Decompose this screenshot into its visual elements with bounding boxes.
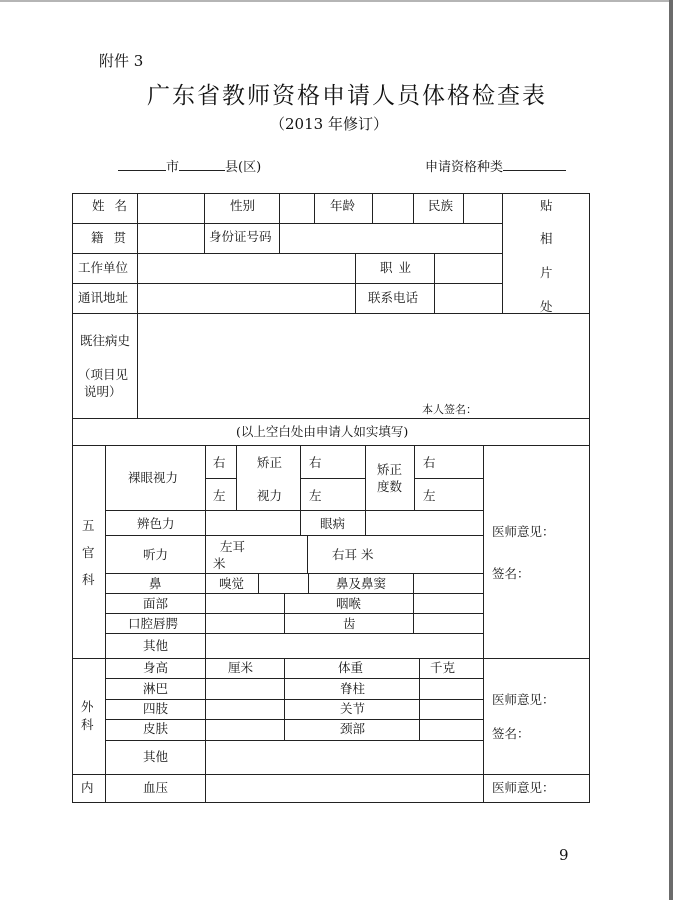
skin-label: 皮肤 — [143, 721, 169, 736]
phone-label: 联系电话 — [368, 290, 419, 305]
county-blank[interactable] — [179, 158, 225, 171]
qualification-label: 申请资格种类 — [425, 160, 504, 175]
wuguan-section-3: 科 — [82, 572, 95, 587]
ethnicity-label: 民族 — [428, 198, 454, 213]
history-label: 既往病史 — [80, 333, 131, 348]
native-place-label: 籍 贯 — [91, 230, 129, 245]
neike-section: 内 — [81, 780, 94, 795]
neike-doctor-opinion: 医师意见： — [492, 780, 555, 795]
occupation-label: 职 业 — [380, 260, 412, 275]
age-label: 年龄 — [330, 198, 356, 213]
corrected-vision-bottom: 视力 — [257, 488, 283, 503]
naked-left-label: 左 — [213, 488, 226, 503]
city-label: 市 — [166, 160, 180, 175]
history-note-1: （项目见 — [78, 367, 129, 382]
limbs-label: 四肢 — [143, 701, 169, 716]
waike-doctor-opinion: 医师意见： — [492, 692, 555, 707]
nose-label: 鼻 — [149, 576, 162, 591]
naked-vision-label: 裸眼视力 — [128, 470, 179, 485]
waike-section-1: 外 — [81, 699, 94, 714]
lymph-label: 淋巴 — [143, 681, 169, 696]
waike-sign: 签名： — [492, 726, 530, 741]
degree-right-label: 右 — [423, 455, 436, 470]
photo-label-3: 片 — [540, 265, 553, 280]
address-label: 通讯地址 — [78, 290, 129, 305]
page-top-edge — [0, 0, 673, 2]
corrected-left-label: 左 — [309, 488, 322, 503]
joints-label: 关节 — [340, 701, 366, 716]
photo-label-4: 处 — [540, 299, 553, 314]
hearing-label: 听力 — [143, 547, 169, 562]
right-ear-label: 右耳 米 — [332, 547, 374, 562]
face-label: 面部 — [143, 596, 169, 611]
wuguan-other-label: 其他 — [143, 638, 169, 653]
county-label: 县(区) — [225, 160, 262, 175]
waike-other-label: 其他 — [143, 749, 169, 764]
signature-label: 本人签名： — [422, 403, 477, 416]
height-label: 身高 — [143, 660, 169, 675]
work-unit-label: 工作单位 — [78, 260, 129, 275]
city-blank[interactable] — [118, 158, 166, 171]
spine-label: 脊柱 — [340, 681, 366, 696]
location-line — [118, 156, 261, 175]
correction-degree-2: 度数 — [377, 479, 403, 494]
left-ear-line2: 米 — [213, 556, 226, 571]
attachment-label: 附件 3 — [99, 52, 144, 70]
smell-label: 嗅觉 — [219, 576, 245, 591]
form-subtitle: （2013 年修订） — [270, 115, 388, 133]
eye-disease-label: 眼病 — [320, 516, 346, 531]
color-vision-label: 辨色力 — [137, 516, 175, 531]
qualification-blank[interactable] — [503, 158, 566, 171]
photo-label-1: 贴 — [540, 198, 553, 213]
blood-pressure-label: 血压 — [143, 780, 169, 795]
wuguan-section-2: 官 — [82, 545, 95, 560]
neck-label: 颈部 — [340, 721, 366, 736]
weight-label: 体重 — [338, 660, 364, 675]
oral-label: 口腔唇腭 — [128, 616, 179, 631]
page-right-edge — [669, 0, 673, 900]
applicant-note: (以上空白处由申请人如实填写) — [236, 424, 409, 439]
waike-section-2: 科 — [81, 717, 94, 732]
corrected-vision-top: 矫正 — [257, 455, 283, 470]
id-number-label: 身份证号码 — [209, 229, 272, 244]
sinus-label: 鼻及鼻窦 — [336, 576, 387, 591]
left-ear-line1: 左耳 — [220, 539, 246, 554]
naked-right-label: 右 — [213, 455, 226, 470]
wuguan-doctor-opinion: 医师意见： — [492, 524, 555, 539]
throat-label: 咽喉 — [336, 596, 362, 611]
qualification-line — [425, 156, 566, 175]
correction-degree-1: 矫正 — [377, 462, 403, 477]
degree-left-label: 左 — [423, 488, 436, 503]
history-note-2: 说明） — [84, 384, 122, 399]
wuguan-sign: 签名： — [492, 566, 530, 581]
name-label: 姓 名 — [92, 198, 130, 213]
form-title: 广东省教师资格申请人员体格检查表 — [147, 83, 547, 109]
corrected-right-label: 右 — [309, 455, 322, 470]
teeth-label: 齿 — [343, 616, 356, 631]
gender-label: 性别 — [230, 198, 256, 213]
photo-label-2: 相 — [540, 231, 553, 246]
page-number: 9 — [559, 846, 569, 864]
wuguan-section-1: 五 — [82, 518, 95, 533]
cm-unit: 厘米 — [228, 660, 254, 675]
kg-unit: 千克 — [430, 660, 456, 675]
